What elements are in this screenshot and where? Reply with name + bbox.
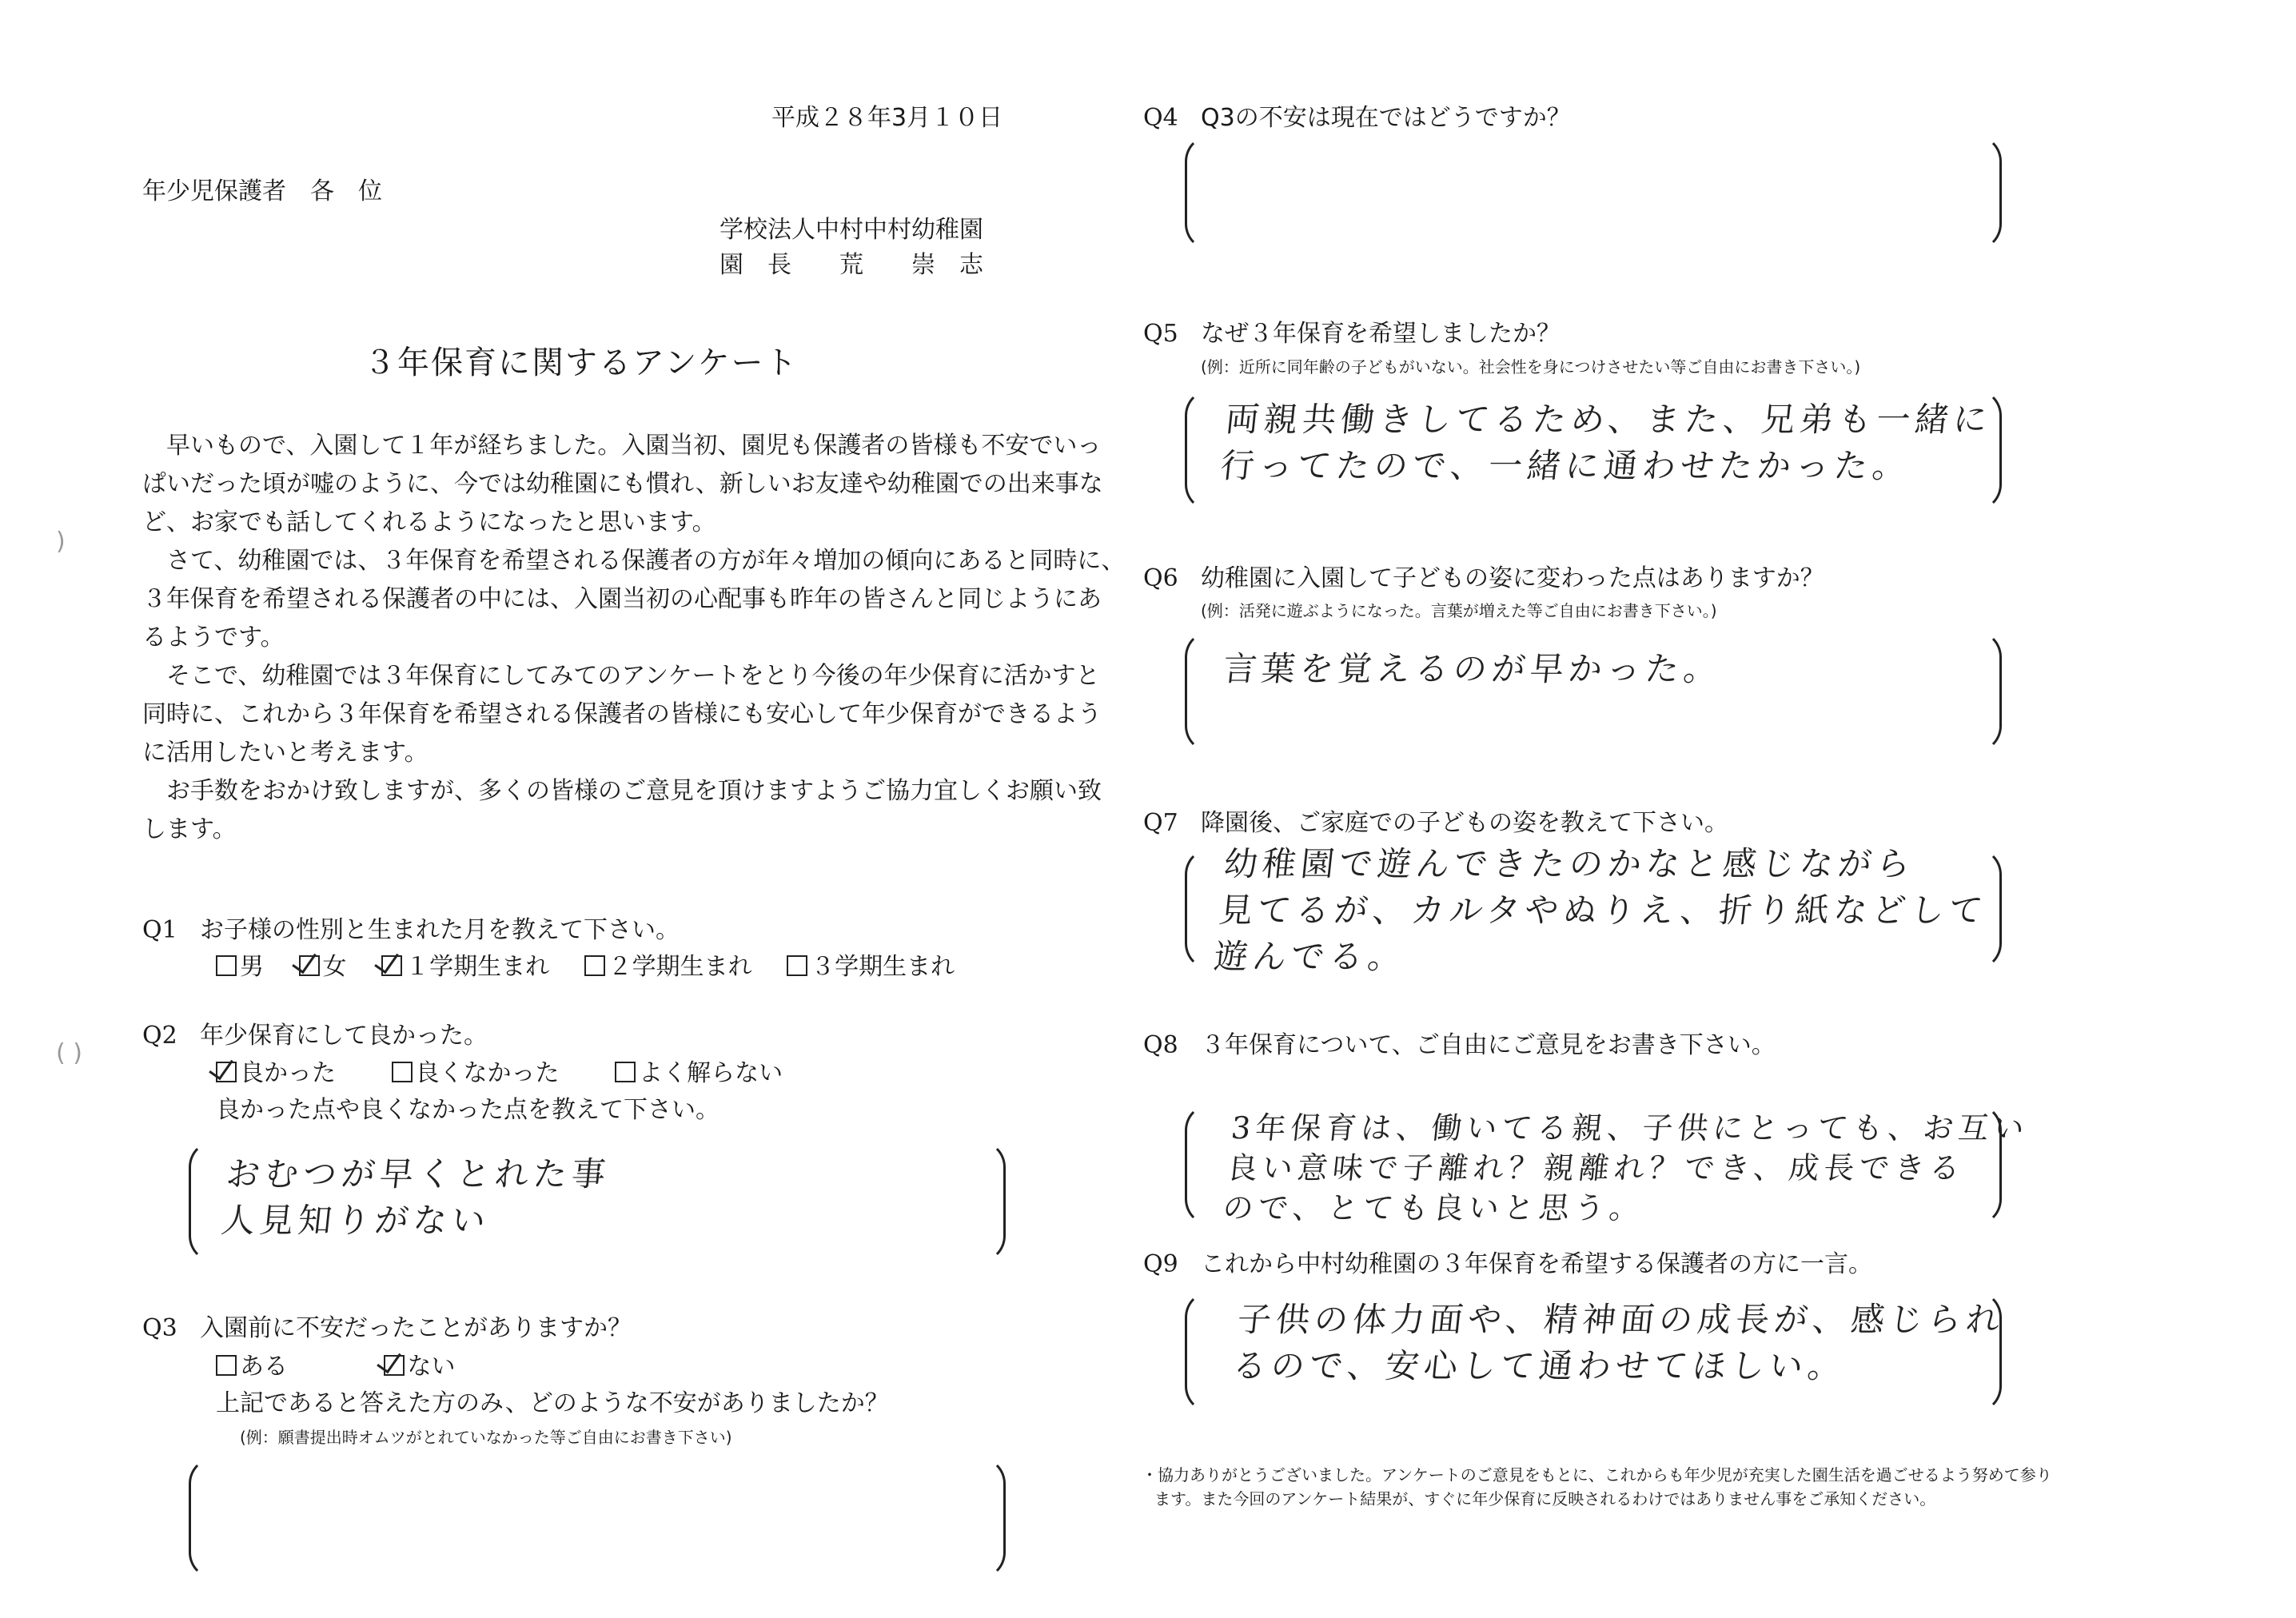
intro-line: ぱいだった頃が嘘のように、今では幼稚園にも慣れ、新しいお友達や幼稚園での出来事な [142, 470, 1103, 498]
q3-option-no[interactable] [384, 1353, 456, 1381]
handwritten-line: 人見知りがない [219, 1201, 492, 1240]
intro-line: に活用したいと考えます。 [142, 739, 429, 767]
handwritten-line: 見てるが、カルタやぬりえ、折り紙などして [1217, 891, 1990, 930]
intro-paragraph [142, 427, 1125, 849]
handwritten-line: おむつが早くとれた事 [224, 1154, 612, 1194]
q3-answer-box[interactable] [189, 1457, 1006, 1580]
q2-question [142, 1022, 488, 1050]
handwritten-line: 子供の体力面や、精神面の成長が、感じられ [1235, 1300, 2007, 1339]
q9-answer-text [1230, 1297, 2007, 1389]
option-label: １学期生まれ [405, 953, 550, 981]
q3-number: Q3 [142, 1314, 177, 1342]
q3-example: (例：願書提出時オムツがとれていなかった等ご自由にお書き下さい) [240, 1428, 732, 1447]
intro-line: さて、幼稚園では、３年保育を希望される保護者の方が年々増加の傾向にあると同時に、 [166, 547, 1126, 575]
intro-line: そこで、幼稚園では３年保育にしてみてのアンケートをとり今後の年少保育に活かすと [166, 662, 1100, 690]
checkbox-checked[interactable] [384, 1355, 405, 1376]
option-label: 男 [240, 953, 264, 981]
handwritten-line: 両親共働きしてるため、また、兄弟も一緒に [1223, 400, 1995, 439]
intro-line: 早いもので、入園して１年が経ちました。入園当初、園児も保護者の皆様も不安でいっ [166, 432, 1102, 460]
intro-line: 同時に、これから３年保育を希望される保護者の皆様にも安心して年少保育ができるよう [142, 700, 1102, 728]
option-label: ２学期生まれ [608, 953, 752, 981]
checkbox[interactable] [392, 1062, 413, 1082]
principal-name: 園 長 荒 崇 志 [719, 251, 983, 279]
q7-number: Q7 [1143, 809, 1178, 837]
q8-answer-text [1221, 1108, 2031, 1228]
checkbox[interactable] [216, 1355, 237, 1376]
q3-question [142, 1314, 632, 1343]
q2-answer-text [219, 1151, 612, 1244]
option-label: 良かった [240, 1059, 336, 1087]
q1-text: お子様の性別と生まれた月を教えて下さい。 [200, 916, 680, 944]
q1-option-male[interactable] [216, 953, 264, 982]
q3-subquestion: 上記であると答えた方のみ、どのような不安がありましたか？ [216, 1389, 889, 1417]
intro-line: します。 [142, 815, 237, 843]
handwritten-line: 幼稚園で遊んできたのかなと感じながら [1222, 844, 1917, 883]
q4-text: Q3の不安は現在ではどうですか？ [1201, 104, 1571, 132]
q8-number: Q8 [1143, 1031, 1178, 1059]
handwritten-line: 3年保育は、働いてる親、子供にとっても、お互い [1229, 1110, 2031, 1146]
q2-number: Q2 [142, 1022, 177, 1050]
binder-hole-mark: ( ) [56, 1039, 82, 1067]
q3-text: 入園前に不安だったことがありますか？ [200, 1314, 632, 1342]
q1-option-term3[interactable] [787, 953, 955, 982]
q5-example: (例：近所に同年齢の子どもがいない。社会性を身につけさせたい等ご自由にお書き下さい。) [1201, 357, 1861, 377]
survey-date: 平成２８年3月１０日 [771, 104, 1003, 132]
q6-text: 幼稚園に入園して子どもの姿に変わった点はありますか？ [1201, 564, 1824, 592]
q4-answer-box[interactable] [1185, 134, 2002, 251]
q2-option-not-good[interactable] [392, 1059, 560, 1088]
footer-line: ます。また今回のアンケート結果が、すぐに年少保育に反映されるわけではありません事をご承知ください。 [1154, 1489, 1936, 1508]
q3-options [216, 1353, 483, 1381]
q1-question [142, 916, 680, 945]
q6-question [1143, 564, 1824, 593]
intro-line: お手数をおかけ致しますが、多くの皆様のご意見を頂けますようご協力宜しくお願い致 [166, 777, 1102, 805]
q7-question [1143, 809, 1728, 838]
footer-note [1142, 1463, 2052, 1511]
checkbox[interactable] [584, 955, 605, 976]
handwritten-line: るので、安心して通わせてほしい。 [1230, 1346, 1848, 1385]
q2-options [216, 1059, 810, 1088]
q6-example: (例：活発に遊ぶようになった。言葉が増えた等ご自由にお書き下さい。) [1201, 601, 1717, 620]
q1-options [216, 953, 982, 982]
handwritten-line: 良い意味で子離れ？親離れ？でき、成長できる [1225, 1150, 1967, 1186]
q2-subquestion: 良かった点や良くなかった点を教えて下さい。 [216, 1096, 719, 1124]
option-label: ない [407, 1353, 456, 1381]
intro-line: ３年保育を希望される保護者の中には、入園当初の心配事も昨年の皆さんと同じようにあ [142, 585, 1102, 613]
q1-option-female[interactable] [299, 953, 347, 982]
q9-question [1143, 1250, 1872, 1279]
q5-number: Q5 [1143, 320, 1178, 348]
q9-text: これから中村幼稚園の３年保育を希望する保護者の方に一言。 [1201, 1250, 1872, 1278]
handwritten-line: 行ってたので、一緒に通わせたかった。 [1218, 446, 1913, 485]
q8-text: ３年保育について、ご自由にご意見をお書き下さい。 [1201, 1031, 1776, 1059]
q9-number: Q9 [1143, 1250, 1178, 1278]
q2-option-good[interactable] [216, 1059, 336, 1088]
option-label: 良くなかった [415, 1059, 560, 1087]
checkbox-checked[interactable] [381, 955, 402, 976]
q3-option-yes[interactable] [216, 1353, 288, 1381]
q5-question [1143, 320, 1561, 349]
q2-option-unsure[interactable] [615, 1059, 783, 1088]
option-label: ある [240, 1353, 288, 1381]
intro-line: るようです。 [142, 624, 285, 652]
checkbox-checked[interactable] [216, 1062, 237, 1082]
checkbox[interactable] [615, 1062, 636, 1082]
option-label: ３学期生まれ [811, 953, 955, 981]
handwritten-line: 遊んでる。 [1212, 937, 1409, 976]
handwritten-line: ので、とても良いと思う。 [1221, 1190, 1647, 1225]
survey-title: ３年保育に関するアンケート [364, 345, 799, 381]
intro-line: ど、お家でも話してくれるようになったと思います。 [142, 508, 716, 536]
q1-number: Q1 [142, 916, 177, 944]
q5-text: なぜ３年保育を希望しましたか？ [1201, 320, 1561, 348]
q5-answer-text [1218, 397, 1995, 489]
recipient: 年少児保護者 各 位 [142, 177, 382, 205]
q6-number: Q6 [1143, 564, 1178, 592]
option-label: よく解らない [639, 1059, 783, 1087]
q4-number: Q4 [1143, 104, 1178, 132]
q1-option-term2[interactable] [584, 953, 752, 982]
q6-answer-text [1221, 646, 1724, 692]
binder-hole-mark: ) [56, 528, 66, 556]
q8-question [1143, 1031, 1776, 1060]
q7-answer-text [1212, 841, 1995, 980]
handwritten-line: 言葉を覚えるのが早かった。 [1221, 649, 1724, 688]
checkbox[interactable] [787, 955, 807, 976]
footer-line: ・協力ありがとうございました。アンケートのご意見をもとに、これからも年少児が充実した園生活を過ごせるよう努めて参り [1142, 1465, 2052, 1484]
q7-text: 降園後、ご家庭での子どもの姿を教えて下さい。 [1201, 809, 1728, 837]
option-label: 女 [322, 953, 347, 981]
q4-question [1143, 104, 1571, 133]
checkbox-checked[interactable] [299, 955, 320, 976]
q2-text: 年少保育にして良かった。 [200, 1022, 488, 1050]
organization-name: 学校法人中村中村幼稚園 [719, 216, 983, 244]
q1-option-term1[interactable] [381, 953, 549, 982]
checkbox[interactable] [216, 955, 237, 976]
